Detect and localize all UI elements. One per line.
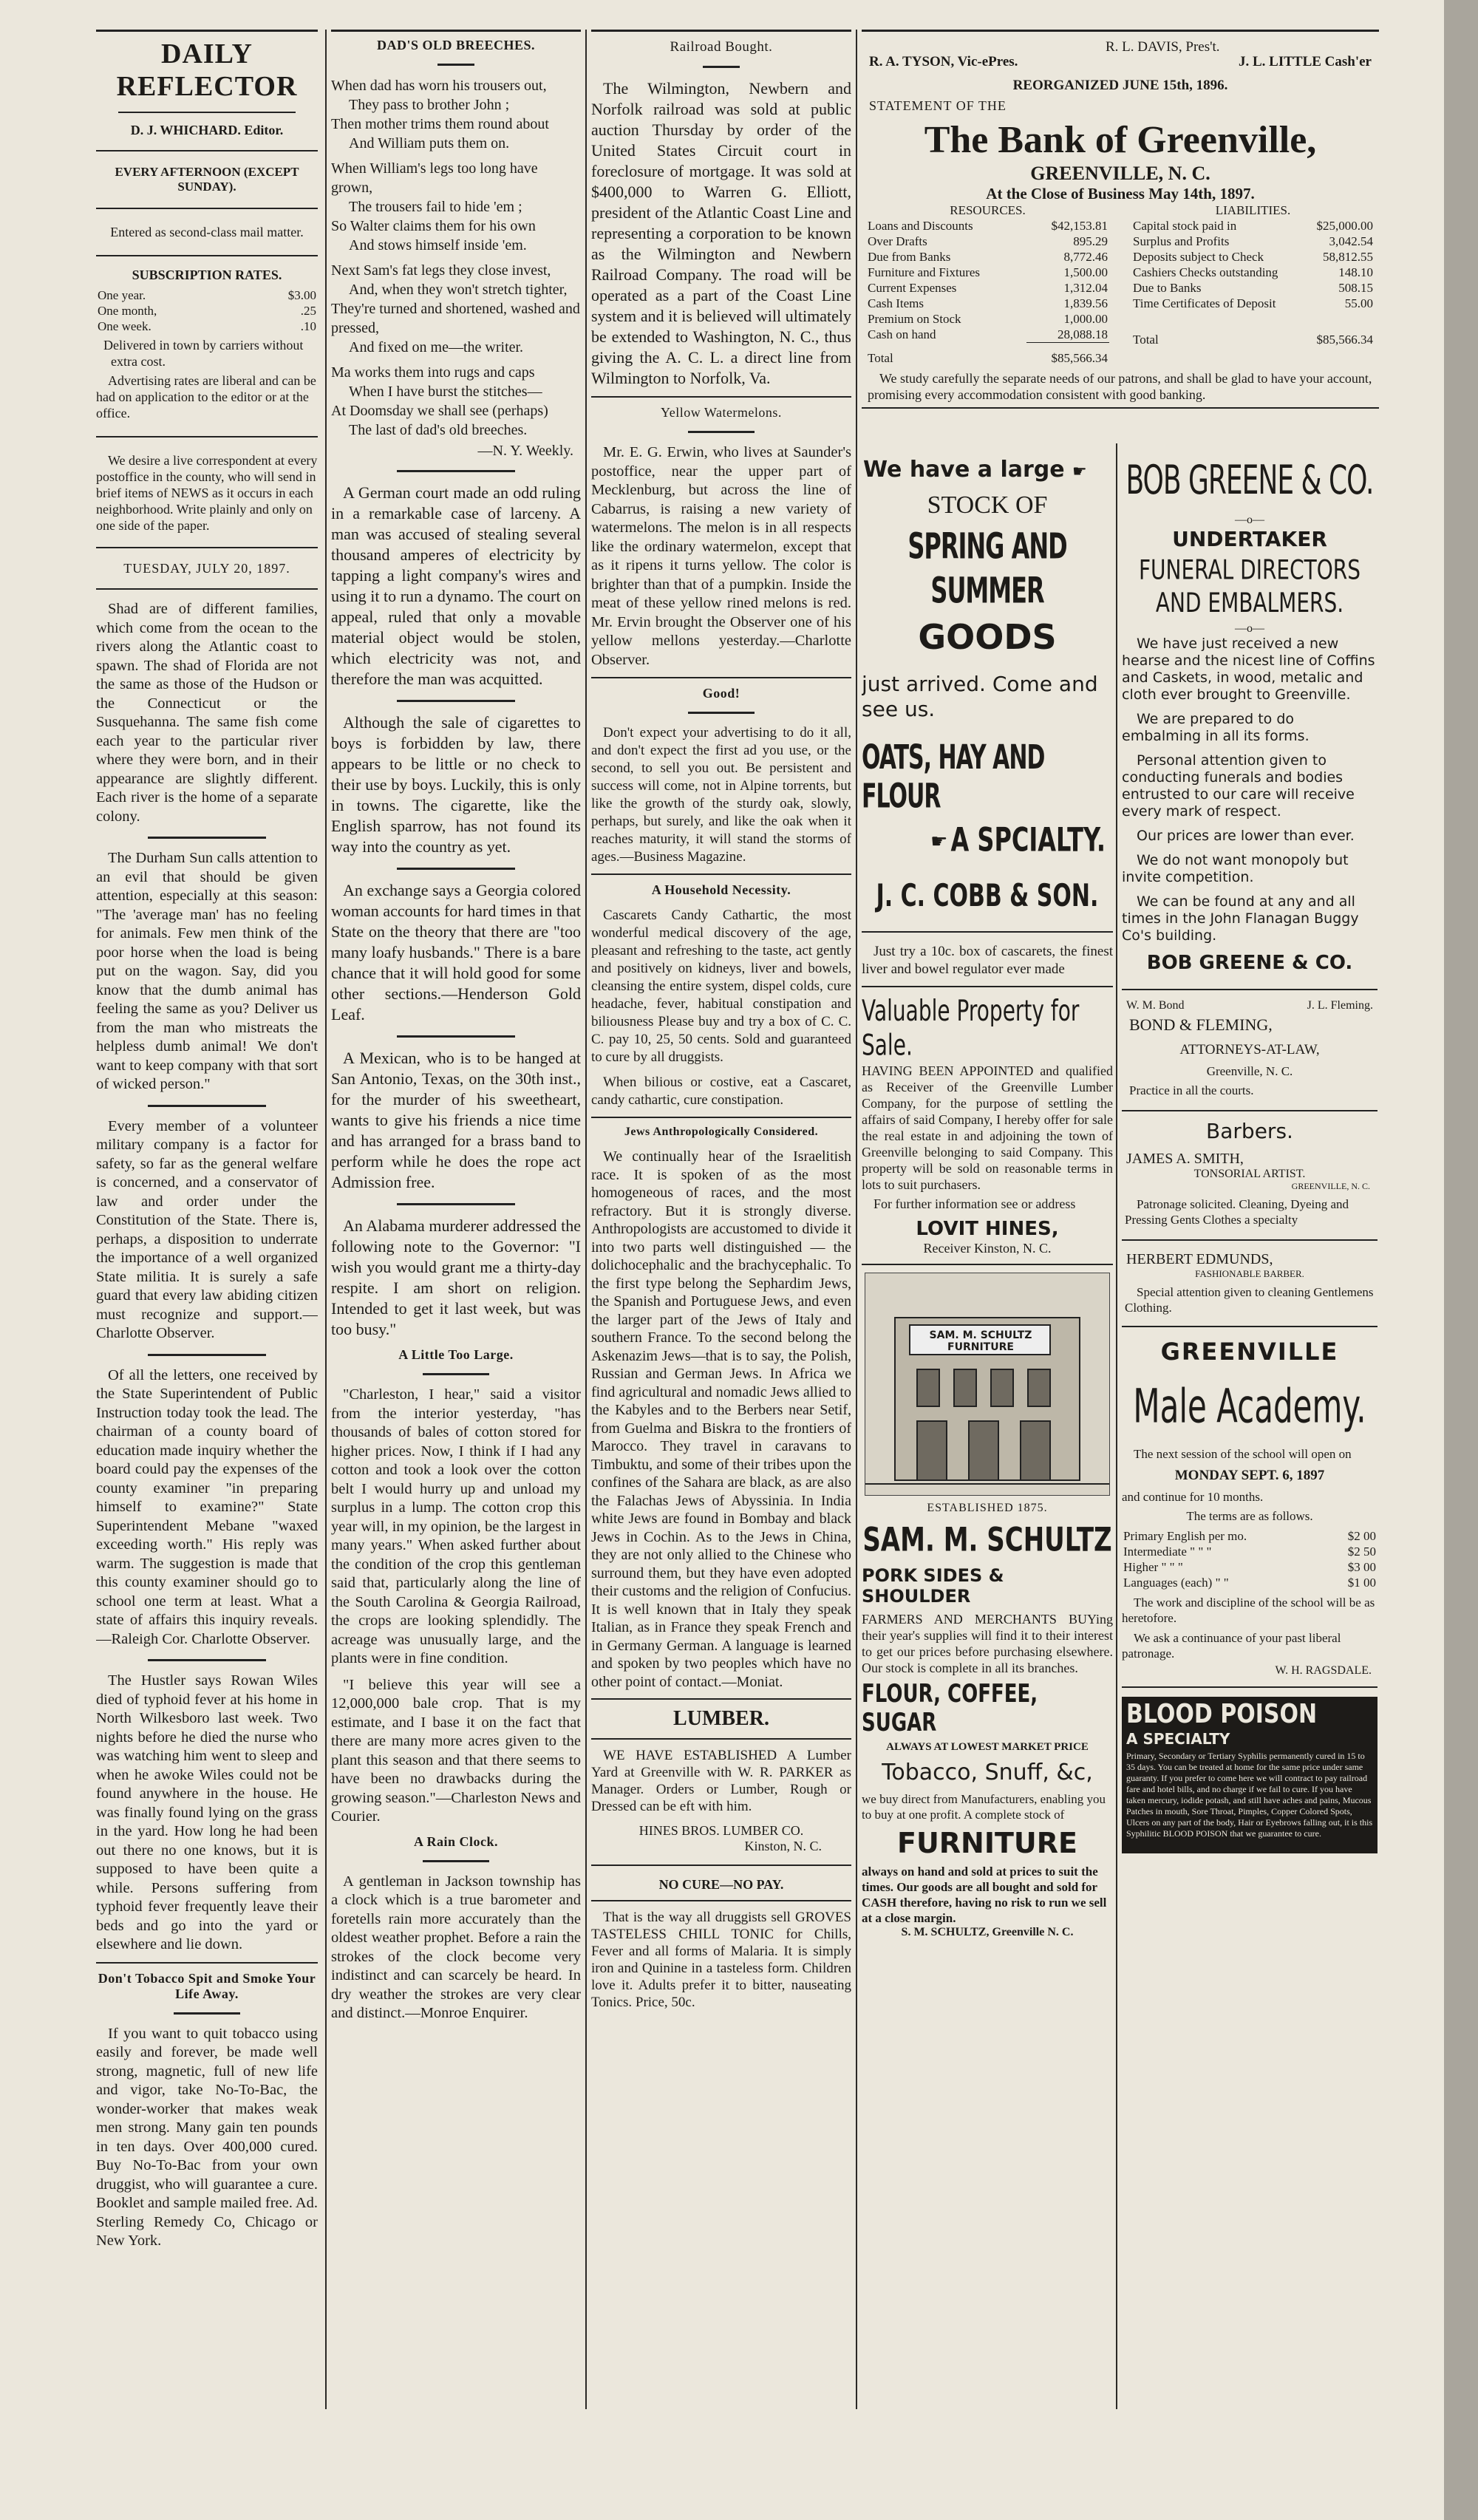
liability-label: Time Certificates of Deposit — [1133, 296, 1276, 310]
poem-line: And fixed on me—the writer. — [349, 339, 524, 355]
schultz-building-engraving — [865, 1273, 1110, 1496]
barber-note: Patronage solicited. Cleaning, Dyeing and Pressing Gents Clothes a specialty — [1125, 1197, 1349, 1227]
greene-signature: BOB GREENE & CO. — [1146, 952, 1353, 974]
barbers-title: Barbers. — [1206, 1119, 1293, 1143]
column-rule — [325, 30, 327, 2409]
cobb-we-have: We have a large — [863, 457, 1065, 483]
property-body: HAVING BEEN APPOINTED and qualified as Receiver of the Greenville Lumber Company, for the purpose of settling the affairs of said Company, I hereby offer for sale the real estate in and adjoining the town of Greenville belonging to said Company. This property will be sold on reasonable terms in lots to suit purchasers. — [862, 1063, 1113, 1192]
divider — [688, 431, 755, 433]
lumber-location: Kinston, N. C. — [744, 1839, 822, 1853]
liabilities-table — [1131, 218, 1375, 347]
schultz-tobacco: Tobacco, Snuff, &c, — [882, 1760, 1093, 1785]
resource-value: 1,500.00 — [1063, 265, 1108, 279]
greene-paragraph: We can be found at any and all times in the John Flanagan Buggy Co's building. — [1122, 893, 1359, 944]
schultz-buy: we buy direct from Manufacturers, enabling you to buy at one profit. A complete stock of — [862, 1792, 1106, 1822]
resource-label: Premium on Stock — [868, 312, 961, 326]
column-4 — [862, 449, 1113, 2409]
lawyer-title: ATTORNEYS-AT-LAW, — [1179, 1042, 1320, 1058]
schultz-flour: FLOUR, COFFEE, SUGAR — [862, 1680, 1038, 1737]
headline-good: Good! — [702, 686, 740, 701]
resources-title: RESOURCES. — [950, 203, 1026, 217]
bank-name: The Bank of Greenville, — [924, 119, 1317, 161]
resource-label: Due from Banks — [868, 250, 951, 264]
barber-name: JAMES A. SMITH, — [1126, 1151, 1244, 1167]
property-name: LOVIT HINES, — [916, 1218, 1059, 1240]
bank-statement-label: STATEMENT OF THE — [869, 98, 1007, 113]
resources-table — [866, 218, 1109, 366]
academy-date: MONDAY SEPT. 6, 1897 — [1174, 1468, 1325, 1483]
sub-label: One week. — [98, 319, 151, 333]
lumber-signature: HINES BROS. LUMBER CO. — [638, 1823, 804, 1838]
cobb-specialty: A SPCIALTY. — [950, 820, 1106, 859]
resource-value: 895.29 — [1073, 234, 1108, 248]
schultz-name: SAM. M. SCHULTZ — [862, 1521, 1112, 1559]
ornament: —o— — [1235, 622, 1264, 635]
divider — [591, 1698, 851, 1700]
column-rule — [856, 30, 857, 2409]
liability-value: 55.00 — [1344, 296, 1373, 310]
headline-little-too-large: A Little Too Large. — [398, 1347, 514, 1362]
divider — [174, 2012, 240, 2015]
divider — [591, 874, 851, 875]
academy-rates — [1122, 1528, 1377, 1590]
divider — [1122, 989, 1377, 990]
poem-line: At Doomsday we shall see (perhaps) — [331, 403, 548, 419]
page-edge — [1444, 0, 1478, 2520]
lumber-title: LUMBER. — [673, 1707, 769, 1730]
cobb-line-6: OATS, HAY AND FLOUR — [862, 738, 1045, 817]
correspondent-note: We desire a live correspondent at every postoffice in the county, who will send in brief items of NEWS as it occurs in each neighborhood. Write plainly and only on one side of the paper. — [96, 453, 318, 533]
greene-paragraph: We do not want monopoly but invite competition. — [1122, 852, 1349, 885]
blood-body: Primary, Secondary or Tertiary Syphilis permanently cured in 15 to 35 days. You can be treated at home for the same price under same guaranty. If you prefer to come here we will contract to pay railroad fare and hotel bills, and no charge if we fail to cure. If you have taken mercury, iodide potash, and still have aches and pains, Mucous Patches in mouth, Sore Throat, Pimples, Copper Colored Spots, Ulcers on any part of the body, Hair or Eyebrows falling out, it is this Syphilitic BLOOD POISON that we guarantee to cure. — [1126, 1751, 1373, 1839]
divider — [862, 986, 1113, 987]
headline-railroad: Railroad Bought. — [670, 39, 773, 55]
barber-place: GREENVILLE, N. C. — [1291, 1181, 1370, 1191]
article-mexican: A Mexican, who is to be hanged at San Antonio, Texas, on the 30th inst., for the murder of his sweetheart, wants to give his friends a nice time and has arranged for a brass band to perform while he does the rope act Admission free. — [331, 1049, 581, 1191]
resource-value: $42,153.81 — [1051, 219, 1108, 233]
divider — [862, 1264, 1113, 1265]
divider — [423, 1860, 489, 1862]
article-rain-clock: A gentleman in Jackson township has a clock which is a true barometer and foretells rain more accurately than the oldest weather prophet. Before a rain the strokes of the clock become very indistinct and can scarcely be heard. In dry weather the strokes are very clear and distinct.—Monroe Enquirer. — [331, 1873, 581, 2021]
divider — [591, 1117, 851, 1118]
delivery-note: Delivered in town by carriers without extra cost. — [103, 338, 304, 369]
divider — [591, 396, 851, 398]
rate-label: Higher " " " — [1123, 1560, 1183, 1574]
divider — [148, 1354, 266, 1356]
rate-value: $2 00 — [1347, 1529, 1376, 1543]
property-title: Valuable Property for Sale. — [862, 993, 1080, 1063]
blood-poison-advert — [1122, 1697, 1377, 1853]
edmunds-note: Special attention given to cleaning Gentlemens Clothing. — [1125, 1285, 1374, 1315]
cobb-line-2: STOCK OF — [927, 491, 1048, 519]
building-sign: SAM. M. SCHULTZ FURNITURE — [929, 1329, 1032, 1353]
cobb-line-4: GOODS — [918, 617, 1057, 657]
bank-cashier: J. L. LITTLE Cash'er — [1238, 54, 1372, 69]
article-household-2: When bilious or costive, eat a Cascaret, candy cathartic, cure constipation. — [591, 1075, 851, 1108]
liabilities-total-label: Total — [1133, 333, 1159, 347]
poem-line: Next Sam's fat legs they close invest, — [331, 262, 551, 279]
resource-value: 8,772.46 — [1063, 250, 1108, 264]
divider — [397, 1203, 515, 1205]
bank-vice-president: R. A. TYSON, Vic-ePres. — [869, 54, 1018, 69]
bank-reorganized: REORGANIZED JUNE 15th, 1896. — [1012, 78, 1228, 93]
poem-line: They're turned and shortened, washed and pressed, — [331, 301, 580, 336]
article-household: Cascarets Candy Cathartic, the most wonderful medical discovery of the age, pleasant and refreshing to the taste, act gently and positively on kidneys, liver and bowels, cleansing the entire system, dispel colds, cure headache, fever, habitual constipation and biliousness Please buy and try a box of C. C. C. pay 10, 25, 50 cents. Sold and guaranteed to cure by all druggists. — [591, 907, 851, 1065]
lawyer-names — [1122, 999, 1377, 1012]
article-georgia: An exchange says a Georgia colored woman accounts for hard times in that State on the theory that there are "too many loafy husbands." There is a bare chance that it will hold good for some other sections.—Henderson Gold Leaf. — [331, 881, 581, 1024]
poem-line: Then mother trims them round about — [331, 116, 549, 132]
cobb-signature: J. C. COBB & SON. — [876, 878, 1099, 914]
pointing-hand-icon: ☛ — [930, 831, 948, 852]
bank-note: We study carefully the separate needs of our patrons, and shall be glad to have your account, promising every accommodation consistent with good banking. — [868, 371, 1372, 402]
article-durham: The Durham Sun calls attention to an evil that should be given attention, especially at this season: "The 'average man' has no feeling for animals. Few men think of the poor horse when the load is being put on the wagon. Say, did you know that the dumb animal has feeling the same as you? Deliver us from the man who mistreats the helpless dumb animal! We don't want to keep company with that sort of wicked person." — [96, 850, 318, 1092]
column-rule — [585, 30, 587, 2409]
property-info: For further information see or address — [873, 1196, 1076, 1211]
liability-value: 508.15 — [1338, 281, 1373, 295]
poem-line: They pass to brother John ; — [349, 97, 510, 113]
lawyer-firm: BOND & FLEMING, — [1129, 1015, 1273, 1034]
greene-undertaker: UNDERTAKER — [1172, 527, 1327, 551]
divider — [397, 470, 515, 472]
headline-household: A Household Necessity. — [651, 882, 791, 897]
poem-source: —N. Y. Weekly. — [477, 443, 573, 459]
liability-label: Surplus and Profits — [1133, 234, 1230, 248]
column-2 — [331, 30, 581, 2409]
resource-label: Current Expenses — [868, 281, 957, 295]
resource-label: Cash Items — [868, 296, 924, 310]
subscription-title: SUBSCRIPTION RATES. — [132, 268, 282, 282]
liabilities-total: $85,566.34 — [1316, 333, 1373, 347]
lawyer-name: J. L. Fleming. — [1307, 999, 1373, 1012]
building-illustration — [865, 1273, 1109, 1495]
bank-officers — [862, 36, 1379, 78]
rate-value: $3 00 — [1347, 1560, 1376, 1574]
masthead-issued: EVERY AFTERNOON (EXCEPT SUNDAY). — [115, 165, 299, 194]
divider — [591, 1738, 851, 1740]
schultz-signature: S. M. SCHULTZ, Greenville N. C. — [901, 1926, 1074, 1938]
sub-label: One year. — [98, 288, 146, 302]
poem-line: When William's legs too long have grown, — [331, 160, 538, 196]
schultz-always: always on hand and sold at prices to suit the times. Our goods are all bought and sold for CASH therefore, having no risk to run we sell at a close margin. — [862, 1865, 1107, 1925]
rate-label: Intermediate " " " — [1123, 1545, 1212, 1559]
divider — [703, 66, 740, 68]
liability-label: Deposits subject to Check — [1133, 250, 1264, 264]
liability-value: $25,000.00 — [1316, 219, 1373, 233]
divider — [96, 1962, 318, 1964]
blood-sub: A SPECIALTY — [1126, 1730, 1230, 1748]
academy-p2: and continue for 10 months. — [1122, 1490, 1264, 1504]
sub-price: .25 — [300, 304, 316, 318]
poem-title: DAD'S OLD BREECHES. — [376, 38, 536, 52]
liabilities-title: LIABILITIES. — [1215, 203, 1291, 217]
greene-funeral: FUNERAL DIRECTORS AND EMBALMERS. — [1138, 554, 1361, 619]
divider — [148, 837, 266, 839]
divider — [423, 1373, 489, 1375]
academy-p1: The next session of the school will open on — [1134, 1447, 1352, 1461]
article-letters: Of all the letters, one received by the State Superintendent of Public Instruction today took the lead. The chairman of a county board of education made inquiry whether the board could pay the expenses of the county examiner "in preparing himself to examine?" State Superintendent Mebane "waxed exceeding worth." His reply was warm. The suggestion is made that this county examiner should go to school one term at least. What a state of affairs this inquiry reveals.—Raleigh Cor. Charlotte Observer. — [96, 1366, 318, 1647]
divider — [591, 677, 851, 678]
barber-role: TONSORIAL ARTIST. — [1193, 1168, 1306, 1180]
rate-value: $2 50 — [1347, 1545, 1376, 1559]
poem-line: When I have burst the stitches— — [349, 384, 542, 400]
rate-value: $1 00 — [1347, 1576, 1376, 1590]
divider — [397, 1035, 515, 1038]
article-court: A German court made an odd ruling in a remarkable case of larceny. A man was accused of stealing several thousand amperes of electricity by tapping a light company's wires and using it to run a dynamo. The court on appeal, ruled that only a movable material object would be stolen, which electricity was not, and therefore the man was acquitted. — [331, 483, 581, 688]
column-5 — [1122, 449, 1377, 2409]
cobb-line-5: just arrived. Come and see us. — [862, 672, 1098, 721]
liability-value: 148.10 — [1338, 265, 1373, 279]
lumber-body: WE HAVE ESTABLISHED A Lumber Yard at Greenville with W. R. PARKER as Manager. Orders or Lumber, Rough or Dressed can be eft with him. — [591, 1748, 851, 1814]
resource-value: 1,000.00 — [1063, 312, 1108, 326]
poem-line: Ma works them into rugs and caps — [331, 364, 535, 381]
academy-title-1: GREENVILLE — [1160, 1338, 1339, 1366]
schultz-furniture: FURNITURE — [896, 1827, 1077, 1859]
divider — [591, 1900, 851, 1901]
edmunds-role: FASHIONABLE BARBER. — [1195, 1268, 1304, 1279]
bank-place: GREENVILLE, N. C. — [1030, 163, 1210, 184]
rate-label: Primary English per mo. — [1123, 1529, 1247, 1543]
divider — [1122, 1326, 1377, 1327]
divider — [397, 868, 515, 870]
sub-label: One month, — [98, 304, 157, 318]
masthead-title: DAILY REFLECTOR — [116, 38, 298, 102]
divider — [862, 931, 1113, 933]
article-militia: Every member of a volunteer military company is a factor for safety, so far as the general welfare is concerned, and a conservator of law and order under the Constitution of the State. There is, perhaps, a disposition to underrate the importance of a well organized State militia. It is surely a safe guard that every law abiding citizen must recognize and support.—Charlotte Observer. — [96, 1117, 318, 1341]
no-cure-title: NO CURE—NO PAY. — [658, 1877, 784, 1892]
divider — [437, 64, 474, 66]
poem-line: The trousers fail to hide 'em ; — [349, 199, 522, 215]
column-1 — [96, 30, 318, 2409]
sub-price: .10 — [300, 319, 316, 333]
column-rule — [1116, 443, 1117, 2409]
resource-value: 28,088.18 — [1058, 327, 1108, 341]
article-shad: Shad are of different families, which come from the ocean to the rivers along the Atlantic coast to spawn. The shad of Florida are not the same as those of the Hudson or the Connecticut or the Susquehanna. The same fish come each year to the particular river where they were born, and in their appearance are slightly different. Each river is the home of a separate colony. — [96, 601, 318, 825]
academy-p3: The work and discipline of the school will be as heretofore. — [1122, 1596, 1375, 1625]
article-watermelons: Mr. E. G. Erwin, who lives at Saunder's postoffice, near the upper part of Mecklenburg, but across the line of Cabarrus, is raising a new variety of watermelons. The melon is in all respects like the ordinary watermelon, except that as it ripens it turns yellow. The color is brighter than that of a pumpkin. Inside the meat of these yellow rined melons is red. Mr. Ervin brought the Observer one of his yellow mellons yesterday.—Charlotte Observer. — [591, 444, 851, 668]
greene-paragraph: We have just received a new hearse and the nicest line of Coffins and Caskets, in wood, metalic and cloth ever brought to Greenville. — [1122, 636, 1375, 703]
liability-label: Due to Banks — [1133, 281, 1202, 295]
liability-value: 58,812.55 — [1323, 250, 1373, 264]
resource-label: Cash on hand — [868, 327, 936, 341]
ornament: —o— — [1235, 514, 1264, 526]
poem-line: The last of dad's old breeches. — [349, 422, 528, 438]
divider — [397, 700, 515, 702]
bank-advert — [862, 30, 1379, 443]
no-cure-body: That is the way all druggists sell GROVES TASTELESS CHILL TONIC for Chills, Fever and all forms of Malaria. It is simply iron and Quinine in a tasteless form. Children love it. Adults prefer it to bitter, nauseating Tonics. Price, 50c. — [591, 1910, 851, 2010]
cobb-line-1 — [863, 457, 1113, 483]
greene-paragraph: Personal attention given to conducting funerals and bodies entrusted to our care will receive every mark of respect. — [1122, 752, 1355, 820]
divider — [1122, 1110, 1377, 1111]
cascarets-ad: Just try a 10c. box of cascarets, the finest liver and bowel regulator ever made — [862, 944, 1113, 977]
headline-watermelons: Yellow Watermelons. — [661, 405, 782, 420]
divider — [1122, 1686, 1377, 1688]
article-alabama: An Alabama murderer addressed the following note to the Governor: "I wish you would grant me a thirty-day respite. I am short on religion. Intended to get it last week, but was too busy." — [331, 1216, 581, 1338]
article-cigarettes: Although the sale of cigarettes to boys is forbidden by law, there appears to be little or no check to their use by boys. Luckily, this is only in towns. The cigarette, like the English sparrow, has not found its way into the country as yet. — [331, 713, 581, 856]
resources-total: $85,566.34 — [1026, 343, 1109, 367]
divider — [148, 1659, 266, 1661]
article-hustler: The Hustler says Rowan Wiles died of typhoid fever at his home in North Wilkesboro last week. Two nights before he died the nurse who was watching him went to sleep and when he awoke Wiles could not be found anywhere in the house. He was finally found lying on the grass in the yard. How long he had been out there no one knows, but it is supposed to have been quite a while. Persons suffering from typhoid fever frequently leave their beds and go into the yard or elsewhere and lie down. — [96, 1672, 318, 1952]
divider — [862, 407, 1379, 409]
blood-title: BLOOD POISON — [1126, 1698, 1318, 1730]
bank-president: R. L. DAVIS, Pres't. — [1106, 39, 1220, 55]
divider — [148, 1105, 266, 1107]
lawyer-note: Practice in all the courts. — [1129, 1083, 1254, 1097]
resource-label: Over Drafts — [868, 234, 927, 248]
greene-paragraph: Our prices are lower than ever. — [1137, 828, 1355, 844]
issue-date: TUESDAY, JULY 20, 1897. — [123, 561, 290, 576]
poem-line: And, when they won't stretch tighter, — [349, 282, 568, 298]
liability-label: Capital stock paid in — [1133, 219, 1237, 233]
subscription-table — [96, 287, 318, 334]
liability-value: 3,042.54 — [1329, 234, 1373, 248]
schultz-lowest: ALWAYS AT LOWEST MARKET PRICE — [886, 1741, 1089, 1753]
headline-jews: Jews Anthropologically Considered. — [624, 1126, 819, 1138]
schultz-pork: PORK SIDES & SHOULDER — [862, 1565, 1004, 1607]
academy-signature: W. H. RAGSDALE. — [1275, 1664, 1372, 1677]
cobb-line-7 — [869, 820, 1106, 859]
divider — [591, 1865, 851, 1866]
poem-line: When dad has worn his trousers out, — [331, 78, 547, 94]
schultz-farmers: FARMERS AND MERCHANTS BUYing their year's supplies will find it to their interest to get our prices before purchasing elsewhere. Our stock is complete in all its branches. — [862, 1612, 1113, 1675]
poem-dads-old-breeches — [331, 76, 581, 440]
greene-title: BOB GREENE & CO. — [1125, 457, 1374, 504]
lawyer-place: Greenville, N. C. — [1206, 1064, 1293, 1078]
pointing-hand-icon: ☛ — [1072, 463, 1087, 481]
greene-paragraph: We are prepared to do embalming in all its forms. — [1122, 711, 1310, 744]
academy-title-2: Male Academy. — [1133, 1378, 1366, 1434]
resource-label: Furniture and Fixtures — [868, 265, 981, 279]
bank-close: At the Close of Business May 14th, 1897. — [986, 185, 1255, 202]
poem-line: And William puts them on. — [349, 135, 510, 151]
headline-tobacco: Don't Tobacco Spit and Smoke Your Life Away. — [98, 1970, 316, 2001]
divider — [688, 712, 755, 714]
liability-label: Cashiers Checks outstanding — [1133, 265, 1278, 279]
cobb-line-3: SPRING AND SUMMER — [907, 525, 1067, 612]
schultz-established: ESTABLISHED 1875. — [927, 1502, 1048, 1514]
sub-price: $3.00 — [287, 288, 316, 302]
academy-terms: The terms are as follows. — [1186, 1509, 1313, 1523]
article-good: Don't expect your advertising to do it all, and don't expect the first ad you use, or the second, to sell you out. Be persistent and success will come, not in Alpine torrents, but like the growth of the sturdy oak, slowly, perhaps, but surely, and like the oak when it reaches maturity, it will stand the storms of ages.—Business Magazine. — [591, 725, 851, 865]
article-jews: We continually hear of the Israelitish race. It is spoken of as the most homogeneous of races, and the most refractory. But it is strongly diverse. Anthropologists are accustomed to divide it into two parts well distinguished — the dolichocephalic and the brachycephalic. To the first type belong the Sephardim Jews, the Spanish and Portuguese Jews, and even the larger part of the Jews of Italy and southern France. To the second belong the Askenazim Jews—that is to say, the Polish, Russian and German Jews. In Africa we find agricultural and nomadic Jews allied to the Kabyles and to the Berbers near Setif, from Guelma and Biskra to the frontiers of Marocco. They travel in caravans to Timbuktu, and some of their tribes upon the confines of the Sahara are black, as are also the Falachas Jews of Abyssinia. In India white Jews are found in Bombay and black Jews in Cochin. As to the Jews in China, they are not only allied to the Chinese who surround them, but they have even adopted their customs and the religion of Confucius. It is well known that in Italy they speak Italian, as in France they speak French and in Germany German. A language is learned and spoken by two peoples which have no other point of contact.—Moniat. — [591, 1148, 851, 1690]
masthead-editor: D. J. WHICHARD. Editor. — [130, 123, 284, 137]
resource-value: 1,839.56 — [1063, 296, 1108, 310]
advertising-note: Advertising rates are liberal and can be had on application to the editor or at the office. — [96, 373, 316, 420]
article-little-too-large-2: "I believe this year will see a 12,000,000 bale crop. That is my estimate, and I base it on the fact that there are many more acres given to the plant this season and that there seems to have been no drawbacks during the growing season."—Charleston News and Courier. — [331, 1676, 581, 1825]
resources-total-label: Total — [868, 350, 893, 365]
headline-rain-clock: A Rain Clock. — [413, 1833, 499, 1849]
resource-value: 1,312.04 — [1063, 281, 1108, 295]
masthead-entered: Entered as second-class mail matter. — [110, 225, 304, 239]
lawyer-name: W. M. Bond — [1126, 999, 1185, 1012]
rate-label: Languages (each) " " — [1123, 1576, 1229, 1590]
article-little-too-large: "Charleston, I hear," said a visitor from the interior yesterday, "has thousands of bales of cotton stored for higher prices. Now, I think if I had any cotton and took a look over the cotton belt I would hurry up and unload my surplus in a lump. The cotton crop this year will, in my opinion, be the largest in many years." When asked further about the condition of the crop this gentleman said that, particularly along the line of the South Carolina & Georgia Railroad, the crops are looking splendidly. The acreage was unusually large, and the plants were in fine condition. — [331, 1386, 581, 1666]
poem-line: So Walter claims them for his own — [331, 218, 536, 234]
resource-label: Loans and Discounts — [868, 219, 973, 233]
greene-body — [1122, 636, 1377, 944]
poem-line: And stows himself inside 'em. — [349, 237, 527, 253]
divider — [1122, 1239, 1377, 1241]
column-3 — [591, 30, 851, 2409]
property-role: Receiver Kinston, N. C. — [923, 1241, 1052, 1256]
article-tobacco: If you want to quit tobacco using easily and forever, be made well strong, magnetic, full of new life and vigor, take No-To-Bac, the wonder-worker that makes weak men strong. Many gain ten pounds in ten days. Over 400,000 cured. Buy No-To-Bac from your own druggist, who will guarantee a cure. Booklet and sample mailed free. Ad. Sterling Remedy Co, Chicago or New York. — [96, 2025, 318, 2249]
academy-p4: We ask a continuance of your past liberal patronage. — [1122, 1631, 1341, 1661]
article-railroad: The Wilmington, Newbern and Norfolk railroad was sold at public auction Thursday by order of the United States Circuit court in foreclosure of mortgage. It was sold at $400,000 to Warren G. Elliott, president of the Atlantic Coast Line and representing a corporation to be known as the Wilmington and Newbern Railroad Company. The road will be operated as a part of the Coast Line system and it is believed will ultimately be extended to Washington, N. C., thus giving the A. C. L. a direct line from Wilmington to Norfolk, Va. — [591, 79, 851, 387]
edmunds-name: HERBERT EDMUNDS, — [1126, 1251, 1273, 1267]
